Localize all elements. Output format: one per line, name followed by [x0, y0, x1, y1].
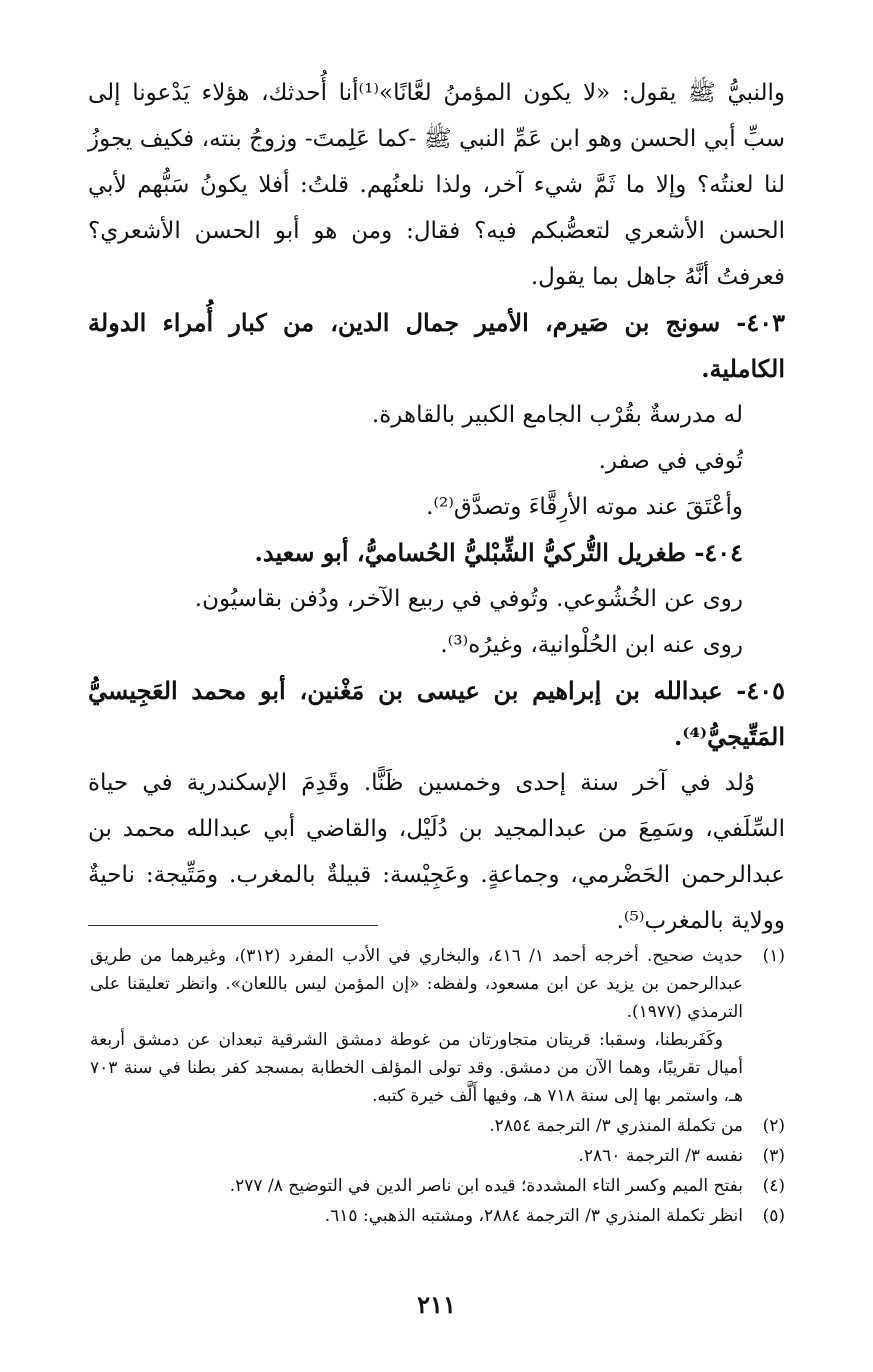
paragraph-continuation: والنبيُّ ﷺ يقول: «لا يكون المؤمنُ لعَّانًا»⁽¹⁾أنا أُحدثك، هؤلاء يَدْعونا إلى سبِّ أبي الحسن وهو ابن عَمِّ النبي ﷺ -كما عَلِمتَ- وزوجُ بنته، فكيف يجوزُ لنا لعنتُه؟ وإلا ما ثَمَّ شيء آخر، ولذا نلعنُهم. قلتُ: أفلا يكونُ سَبُّهم لأبي الحسن الأشعري لتعصُّبكم فيه؟ فقال: ومن هو أبو الحسن الأشعري؟ فعرفتُ أنَّهُ جاهل بما يقول. [88, 80, 785, 290]
footnote-text: من تكملة المنذري ٣/ الترجمة ٢٨٥٤. [489, 1116, 743, 1136]
footnote-number: (٥) [762, 1206, 785, 1226]
entry-404-line: روى عنه ابن الحُلْوانية، وغيرُه⁽³⁾. [440, 632, 743, 658]
footnote-text: حديث صحيح. أخرجه أحمد ١/ ٤١٦، والبخاري في الأدب المفرد (٣١٢)، وغيرهما من طريق عبدالرحمن بن يزيد عن ابن مسعود، ولفظه: «إن المؤمن ليس باللعان». وانظر تعليقنا على الترمذي (١٩٧٧). [90, 946, 744, 1022]
entry-403-line: له مدرسةٌ بقُرْب الجامع الكبير بالقاهرة. [371, 402, 743, 428]
footnote-text: بفتح الميم وكسر التاء المشددة؛ قيده ابن ناصر الدين في التوضيح ٨/ ٢٧٧. [229, 1176, 743, 1196]
footnote [90, 1142, 785, 1170]
footnote-number: (١) [762, 946, 785, 966]
footnote-text: انظر تكملة المنذري ٣/ الترجمة ٢٨٨٤، ومشتبه الذهبي: ٦١٥. [324, 1206, 743, 1226]
footnote-number: (٤) [762, 1176, 785, 1196]
footnote-number: (٢) [762, 1116, 785, 1136]
entry-405-body: وُلد في آخر سنة إحدى وخمسين ظَنًّا. وقَدِمَ الإسكندرية في حياة السِّلَفي، وسَمِعَ من عبدالمجيد بن دُلَيْل، والقاضي أبي عبدالله محمد بن عبدالرحمن الحَضْرمي، وجماعةٍ. وعَجِيْسة: قبيلةٌ بالمغرب. ومَتِّيجة: ناحيةٌ وولاية بالمغرب⁽⁵⁾. [88, 770, 785, 934]
footnotes [90, 942, 785, 1232]
footnote [90, 942, 785, 1110]
footnote [90, 1172, 785, 1200]
footnote [90, 1202, 785, 1230]
footnote [90, 1112, 785, 1140]
entry-405-heading: ٤٠٥- عبدالله بن إبراهيم بن عيسى بن مَغْنين، أبو محمد العَجِيسيُّ المَتِّيجيُّ⁽⁴⁾. [88, 676, 785, 751]
entry-403-heading: ٤٠٣- سونج بن صَيرم، الأمير جمال الدين، من كبار أُمراء الدولة الكاملية. [88, 308, 785, 383]
page-number: ٢١١ [417, 1290, 456, 1319]
footnote-divider [88, 925, 378, 926]
main-text [88, 70, 785, 944]
footnote-extra-text: وكَفَربطنا، وسقبا: قريتان متجاورتان من غوطة دمشق الشرقية تبعدان عن دمشق أربعة أميال تقريبًا، وهما الآن من دمشق. وقد تولى المؤلف الخطابة بمسجد كفر بطنا في سنة ٧٠٣ هـ، واستمر بها إلى سنة ٧١٨ هـ، وفيها أَلَّف خيرة كتبه. [90, 1030, 743, 1106]
entry-403-line: تُوفي في صفر. [598, 448, 743, 474]
entry-404-line: روى عن الخُشُوعي. وتُوفي في ربيع الآخر، ودُفن بقاسيُون. [194, 586, 743, 612]
entry-403-line: وأعْتَقَ عند موته الأرِقَّاءَ وتصدَّق⁽²⁾. [426, 494, 743, 520]
entry-404-heading: ٤٠٤- طغريل التُّركيُّ الشِّبْليُّ الحُساميُّ، أبو سعيد. [254, 538, 743, 567]
footnote-text: نفسه ٣/ الترجمة ٢٨٦٠. [578, 1146, 743, 1166]
footnote-number: (٣) [762, 1146, 785, 1166]
